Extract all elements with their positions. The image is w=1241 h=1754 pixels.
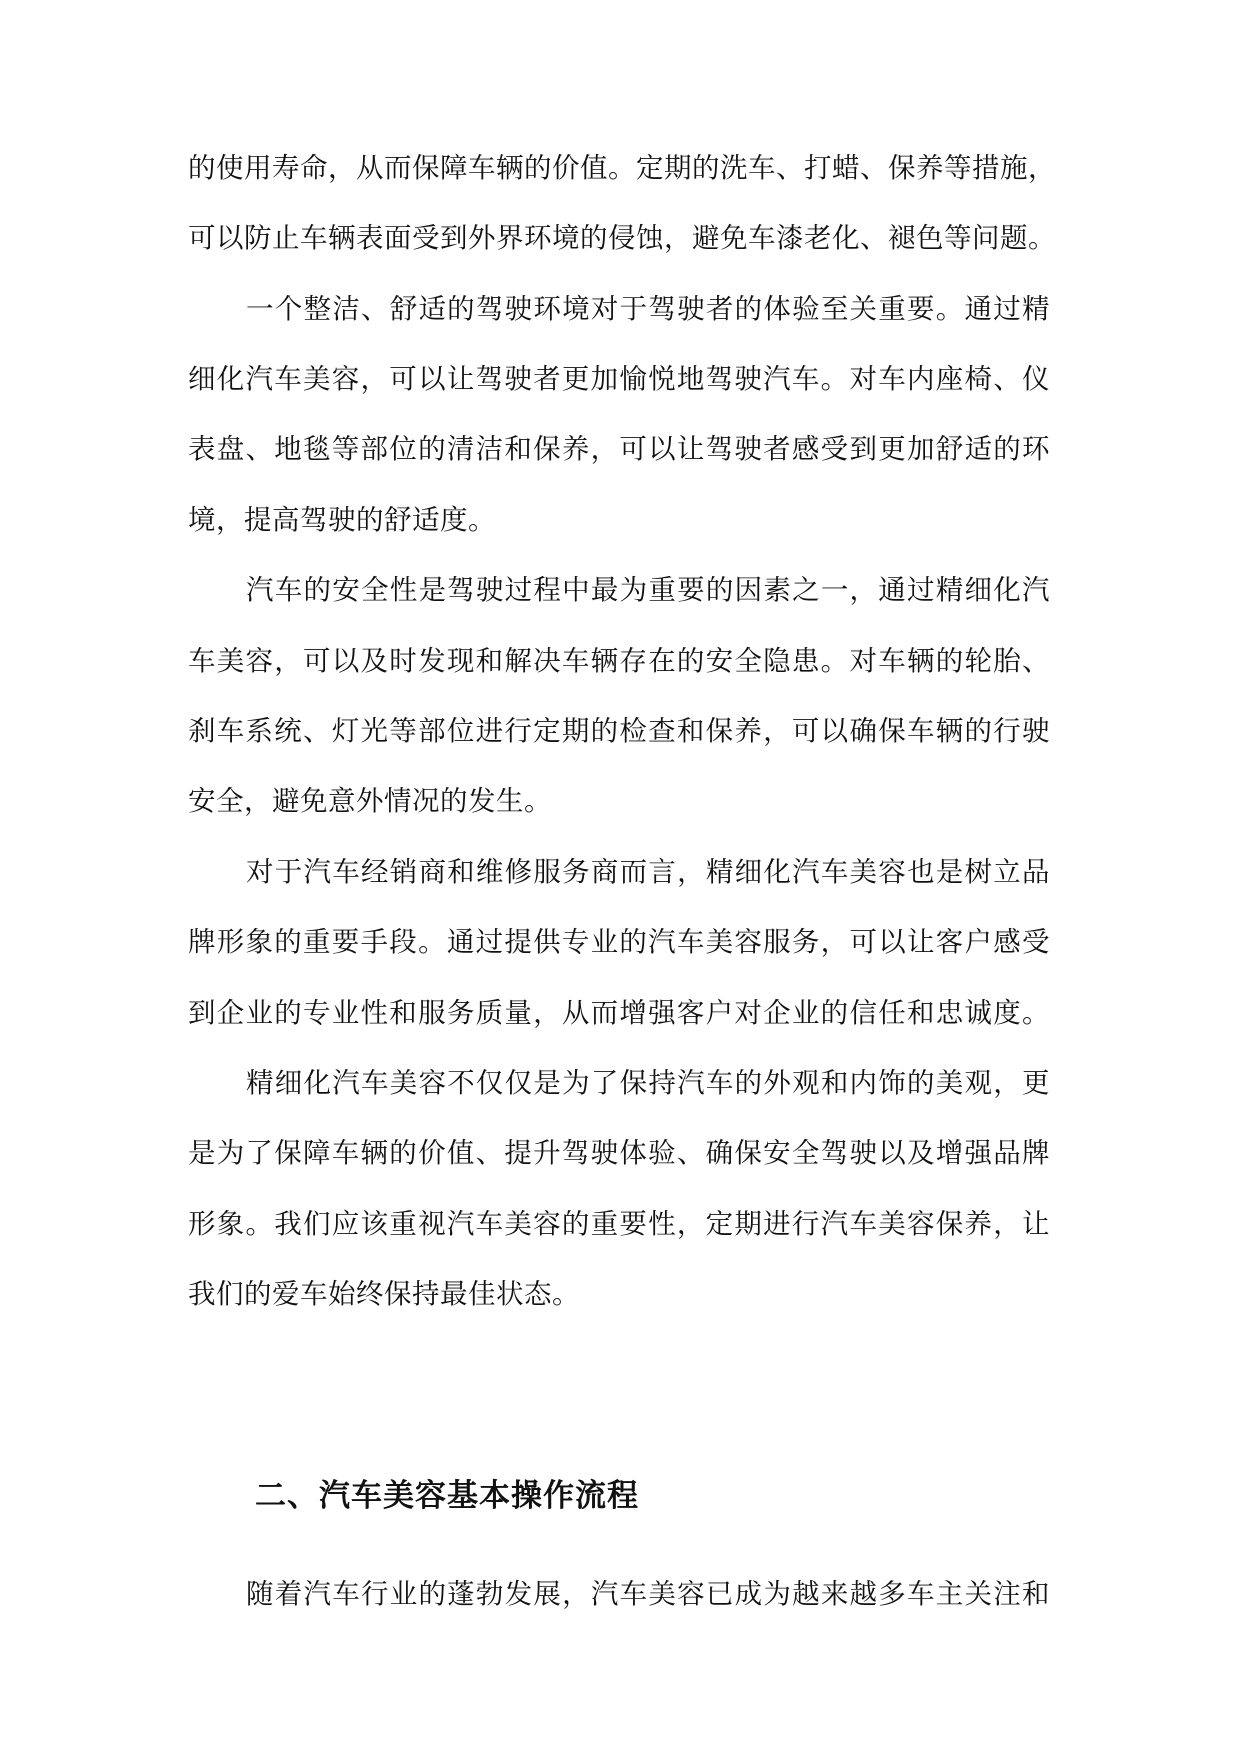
paragraph-5-line-2: 是为了保障车辆的价值、提升驾驶体验、确保安全驾驶以及增强品牌 xyxy=(188,1137,1050,1169)
paragraph-3-line-2: 车美容，可以及时发现和解决车辆存在的安全隐患。对车辆的轮胎、 xyxy=(188,645,1050,677)
paragraph-6-line-1: 随着汽车行业的蓬勃发展，汽车美容已成为越来越多车主关注和 xyxy=(246,1578,1050,1610)
paragraph-5-line-4: 我们的爱车始终保持最佳状态。 xyxy=(188,1278,580,1310)
paragraph-2-line-4: 境，提高驾驶的舒适度。 xyxy=(188,504,496,536)
paragraph-4-line-1: 对于汽车经销商和维修服务商而言，精细化汽车美容也是树立品 xyxy=(246,856,1050,888)
paragraph-1-line-2: 可以防止车辆表面受到外界环境的侵蚀，避免车漆老化、褪色等问题。 xyxy=(188,222,1056,254)
paragraph-4-line-2: 牌形象的重要手段。通过提供专业的汽车美容服务，可以让客户感受 xyxy=(188,926,1050,958)
paragraph-2-line-2: 细化汽车美容，可以让驾驶者更加愉悦地驾驶汽车。对车内座椅、仪 xyxy=(188,363,1050,395)
paragraph-2-line-1: 一个整洁、舒适的驾驶环境对于驾驶者的体验至关重要。通过精 xyxy=(246,293,1050,325)
paragraph-5-line-3: 形象。我们应该重视汽车美容的重要性，定期进行汽车美容保养，让 xyxy=(188,1208,1050,1240)
paragraph-3-line-4: 安全，避免意外情况的发生。 xyxy=(188,785,552,817)
paragraph-5-line-1: 精细化汽车美容不仅仅是为了保持汽车的外观和内饰的美观，更 xyxy=(246,1067,1050,1099)
paragraph-3-line-3: 刹车系统、灯光等部位进行定期的检查和保养，可以确保车辆的行驶 xyxy=(188,715,1050,747)
paragraph-4-line-3: 到企业的专业性和服务质量，从而增强客户对企业的信任和忠诚度。 xyxy=(188,997,1050,1029)
paragraph-1-line-1: 的使用寿命，从而保障车辆的价值。定期的洗车、打蜡、保养等措施， xyxy=(188,152,1056,184)
section-heading: 二、汽车美容基本操作流程 xyxy=(255,1478,639,1514)
paragraph-2-line-3: 表盘、地毯等部位的清洁和保养，可以让驾驶者感受到更加舒适的环 xyxy=(188,433,1050,465)
paragraph-3-line-1: 汽车的安全性是驾驶过程中最为重要的因素之一，通过精细化汽 xyxy=(246,574,1050,606)
